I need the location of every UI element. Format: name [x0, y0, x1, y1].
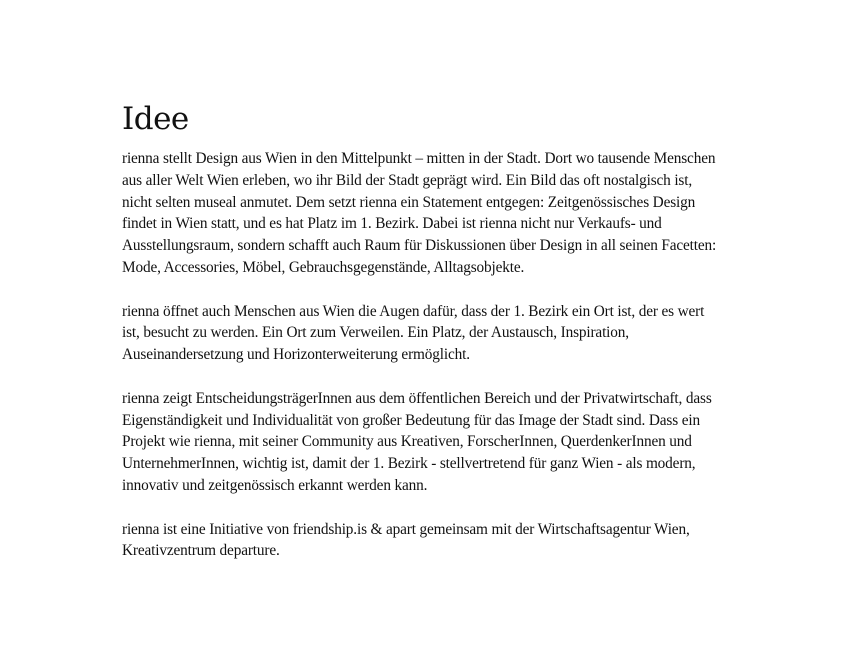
article	[122, 100, 722, 562]
paragraph-district: rienna öffnet auch Menschen aus Wien die Augen dafür, dass der 1. Bezirk ein Ort ist, der es wert ist, besucht zu werden. Ein Ort zum Verweilen. Ein Platz, der Austausch, Inspiration, Auseinandersetzung und Horizonterweiterung ermöglicht.	[122, 302, 705, 364]
page-title: Idee	[122, 101, 189, 137]
paragraph-intro: rienna stellt Design aus Wien in den Mittelpunkt – mitten in der Stadt. Dort wo tausende Menschen aus aller Welt Wien erleben, wo ihr Bild der Stadt geprägt wird. Ein Bild das oft nostalgisch ist, nicht selten museal anmutet. Dem setzt rienna ein Statement entgegen: Zeitgenössisches Design findet in Wien statt, und es hat Platz im 1. Bezirk. Dabei ist rienna nicht nur Verkaufs- und Ausstellungsraum, sondern schafft auch Raum für Diskussionen über Design in all seinen Facetten: Mode, Accessories, Möbel, Gebrauchsgegenstände, Alltagsobjekte.	[122, 150, 717, 276]
paragraph-decision-makers: rienna zeigt EntscheidungsträgerInnen aus dem öffentlichen Bereich und der Privatwirtschaft, dass Eigenständigkeit und Individualität von großer Bedeutung für das Image der Stadt sind. Dass ein Projekt wie rienna, mit seiner Community aus Kreativen, ForscherInnen, QuerdenkerInnen und UnternehmerInnen, wichtig ist, damit der 1. Bezirk - stellvertretend für ganz Wien - als modern, innovativ und zeitgenössisch erkannt werden kann.	[122, 389, 712, 494]
paragraph-initiative: rienna ist eine Initiative von friendship.is & apart gemeinsam mit der Wirtschaftsagentur Wien, Kreativzentrum departure.	[122, 520, 690, 560]
